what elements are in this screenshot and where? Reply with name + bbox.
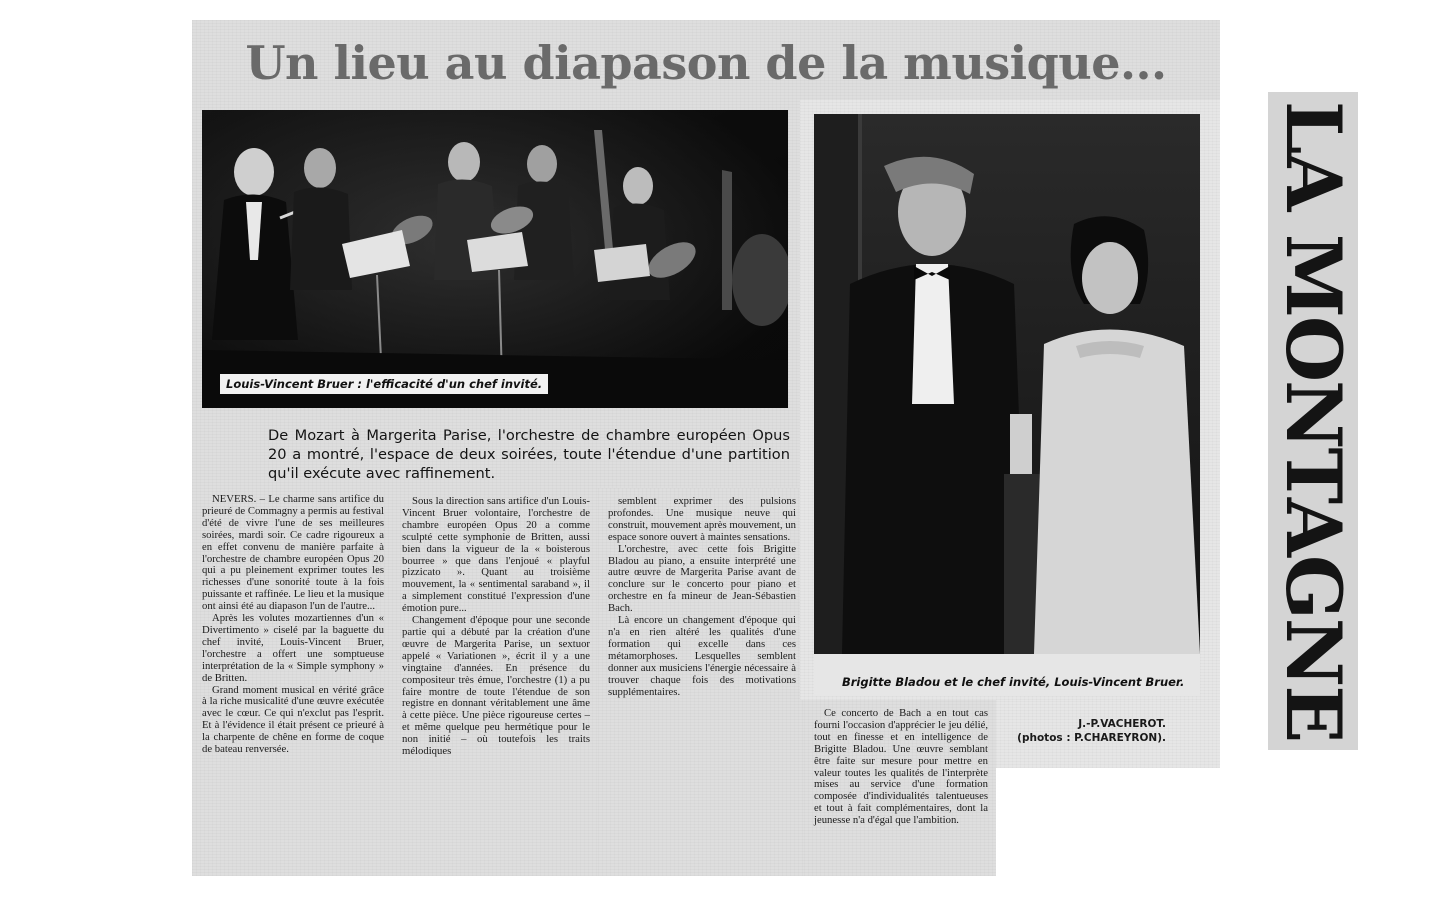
- article-lead: De Mozart à Margerita Parise, l'orchestre de chambre européen Opus 20 a montré, l'espace de deux soirées, toute l'étendue d'une partition qu'il exécute avec raffinement.: [268, 427, 790, 482]
- article-column-4: [808, 704, 994, 868]
- article-paragraph: Sous la direction sans artifice d'un Louis-Vincent Bruer volontaire, l'orchestre de chambre européen Opus 20 a comme sculpté cette symphonie de Britten, aussi bien dans la vigueur de la « boisterous bourree » que dans l'enjoué « playful pizzicato ». Quant au troisième mouvement, la « sentimental saraband », il a simplement constitué l'expression d'une émotion pure...: [402, 495, 590, 615]
- orchestra-photo-caption: Louis-Vincent Bruer : l'efficacité d'un chef invité.: [220, 374, 548, 394]
- pianist-conductor-photo: [814, 114, 1200, 696]
- article-paragraph: L'orchestre, avec cette fois Brigitte Bladou au piano, a ensuite interprété une autre œuvre de Margerita Parise avant de conclure sur le concerto pour piano et orchestre en fa mineur de Jean-Sébastien Bach.: [608, 542, 796, 615]
- article-paragraph: Après les volutes mozartiennes d'un « Divertimento » ciselé par la baguette du chef invité, Louis-Vincent Bruer, l'orchestre a offert une somptueuse interprétation de la « Simple symphony » de Britten.: [202, 612, 384, 684]
- article-headline: Un lieu au diapason de la musique...: [245, 36, 1167, 90]
- photo-credit: (photos : P.CHAREYRON).: [1017, 732, 1166, 744]
- article-paragraph: semblent exprimer des pulsions profondes. Une musique neuve qui construit, mouvement après mouvement, un espace sonore ouvert à maintes sensations.: [608, 495, 796, 543]
- pianist-conductor-photo-caption: Brigitte Bladou et le chef invité, Louis-Vincent Bruer.: [842, 675, 1185, 689]
- article-paragraph: Grand moment musical en vérité grâce à la riche musicalité d'une œuvre exécutée avec le cœur. Ce qui n'exclut pas l'esprit. Et à l'évidence il était présent ce prieuré à la charpente de chêne en forme de coque de bateau renversée.: [202, 683, 384, 756]
- article-column-1: [196, 490, 390, 856]
- article-paragraph: Ce concerto de Bach a en tout cas fourni l'occasion d'apprécier le jeu délié, tout en finesse et en intelligence de Brigitte Bladou. Une œuvre semblant être faite sur mesure pour mettre en valeur toutes les qualités de l'interprète mises au service d'une formation composée d'individualités talentueuses et tout à fait complémentaires, dont la jeunesse n'a d'égal que l'ambition.: [814, 707, 988, 827]
- article-paragraph: NEVERS. – Le charme sans artifice du prieuré de Commagny a permis au festival d'été de vivre l'une de ses meilleures soirées, mardi soir. Ce cadre rigoureux a en effet convenu de manière parfaite à l'orchestre de chambre européen Opus 20 qui a pu pleinement exprimer toutes les richesses d'une sonorité toute à la fois puissante et raffinée. Le lieu et la musique ont ainsi été au diapason l'un de l'autre...: [202, 493, 384, 613]
- pianist-conductor-photo-image: [814, 114, 1200, 654]
- article-credit: [1008, 714, 1174, 752]
- article-paragraph: Changement d'époque pour une seconde partie qui a débuté par la création d'une œuvre de Margerita Parise, un sextuor appelé « Variationen », écrit il y a une vingtaine d'années. En présence du compositeur très émue, l'orchestre (1) a pu faire montre de toute l'étendue de son registre en donnant véritablement une âme à cette pièce. Une pièce rigoureuse certes – et même quelque peu hermétique pour le non initié – où toutefois les traits mélodiques: [402, 614, 590, 758]
- newspaper-masthead-strip: [1268, 92, 1358, 750]
- article-paragraph: Là encore un changement d'époque qui n'a en rien altéré les qualités d'une formation qui excelle dans ces métamorphoses. Lesquelles semblent donner aux musiciens l'énergie nécessaire à trouver chaque fois des motivations supplémentaires.: [608, 614, 796, 698]
- article-column-2: [396, 492, 596, 844]
- orchestra-photo-image: [202, 110, 788, 408]
- newspaper-masthead: LA MONTAGNE: [1269, 100, 1358, 742]
- article-column-3: [602, 492, 802, 764]
- orchestra-photo: [202, 110, 788, 408]
- author-credit: J.-P.VACHEROT.: [1078, 718, 1166, 730]
